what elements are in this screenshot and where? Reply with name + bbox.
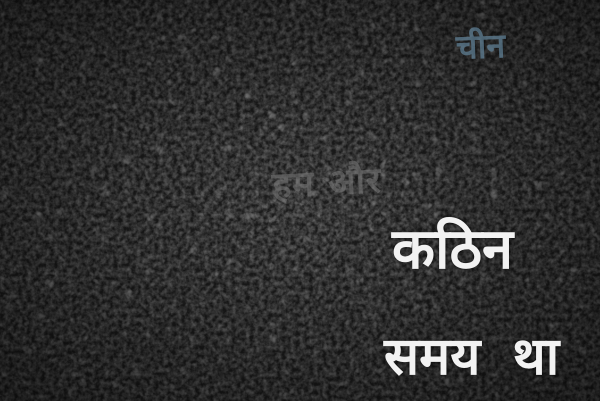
faint-top-text: चीन	[455, 26, 506, 68]
headline-line-1: कठिन	[392, 217, 514, 282]
headline-line-2: समय था	[384, 327, 560, 387]
faint-middle-text: हम और	[270, 160, 383, 207]
